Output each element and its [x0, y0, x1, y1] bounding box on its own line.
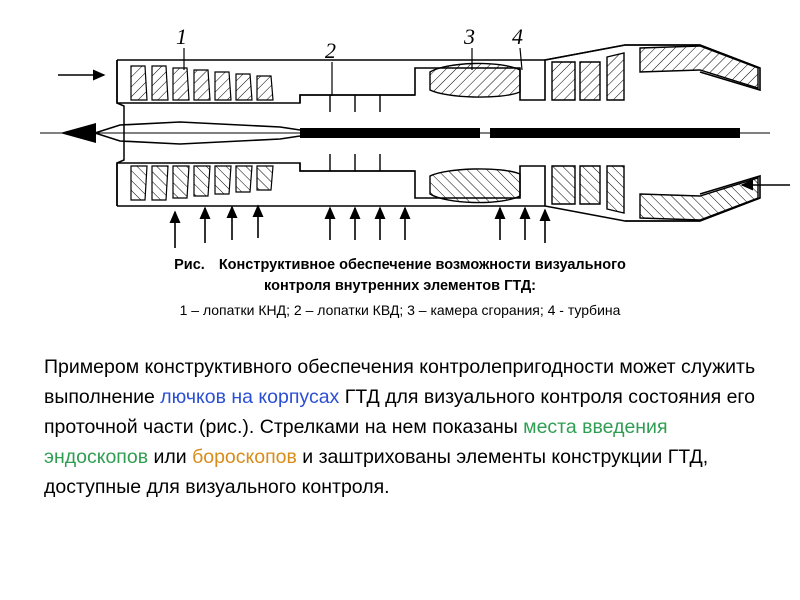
- callout-2-label: 2: [325, 38, 336, 63]
- caption-line-3: 1 – лопатки КНД; 2 – лопатки КВД; 3 – камера сгорания; 4 - турбина: [179, 302, 621, 318]
- engine-diagram-figure: [0, 0, 800, 250]
- engine-cross-section-svg: [0, 0, 800, 250]
- highlight-luchkov-na-korpusah: лючков на корпусах: [160, 386, 340, 408]
- body-segment-2: ГТД для визуального контроля состояния его проточной части (рис.). Стрелками на нем показаны: [44, 386, 755, 438]
- body-segment-1: Примером конструктивного обеспечения контролепригодности может служить выполнение: [44, 356, 756, 408]
- callout-3-label: 3: [464, 24, 475, 49]
- callout-4-label: 4: [512, 24, 523, 49]
- body-segment-4: и заштрихованы элементы конструкции ГТД, доступные для визуального контроля.: [44, 446, 709, 498]
- highlight-boroskopov: бороскопов: [192, 446, 297, 468]
- endoscope-access-arrows: [58, 75, 790, 248]
- highlight-mesta-vvedeniya-endoskopov: места введения эндоскопов: [44, 416, 668, 468]
- body-segment-3: или: [148, 446, 193, 468]
- caption-title-line-1: Конструктивное обеспечение возможности визуального: [218, 257, 626, 273]
- caption-line-1: [40, 255, 760, 276]
- body-paragraph: [44, 352, 760, 502]
- lp-compressor-blades-upper: [131, 66, 273, 100]
- callout-1-label: 1: [176, 24, 187, 49]
- lp-compressor-blades-lower: [131, 166, 273, 200]
- caption-line-2: контроля внутренних элементов ГТД:: [264, 278, 536, 294]
- figure-caption: [40, 255, 760, 321]
- caption-ris-label: Рис.: [174, 257, 205, 273]
